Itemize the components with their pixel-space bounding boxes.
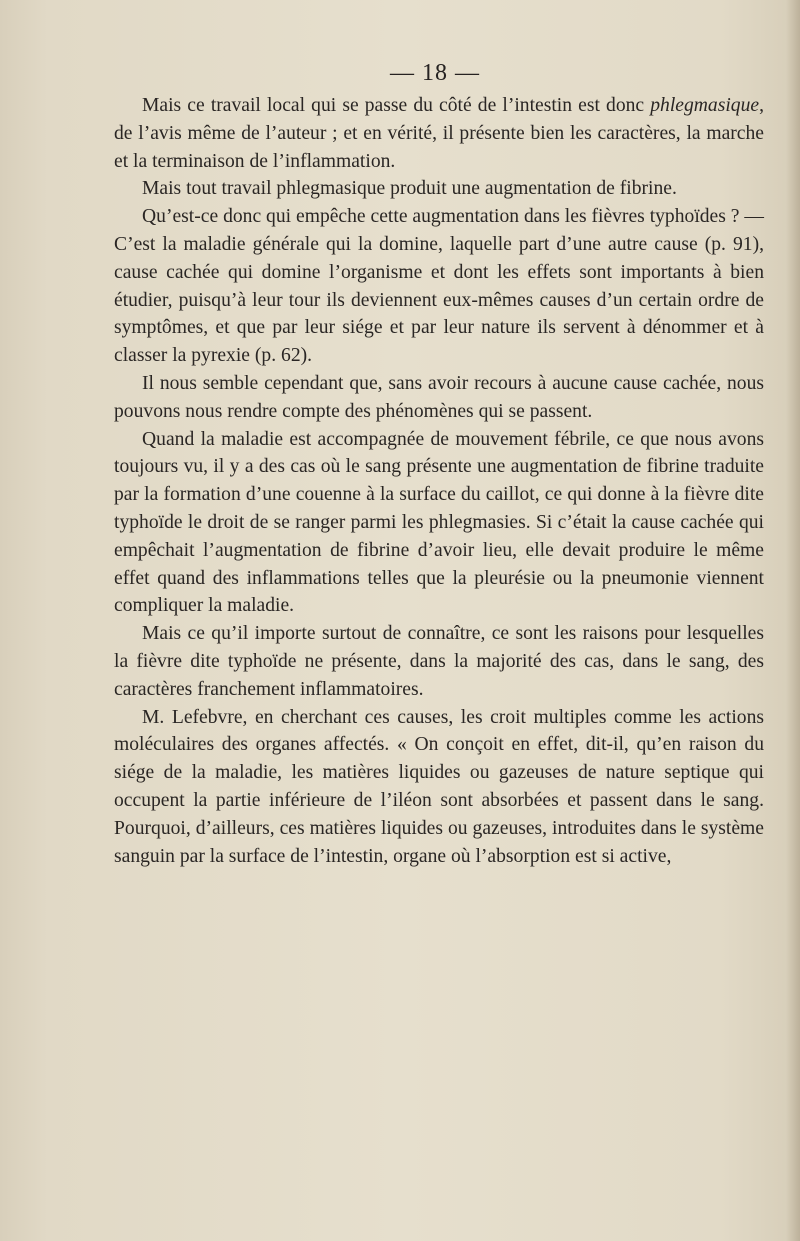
body-text xyxy=(114,92,764,870)
paragraph-1 xyxy=(114,92,764,175)
paragraph-1-text-start: Mais ce travail local qui se passe du côté de l’intestin est donc xyxy=(142,95,651,116)
page-number: — 18 — xyxy=(390,60,480,86)
paragraph-1-text-end: , de l’avis même de l’auteur ; et en vérité, il présente bien les caractères, la marche et la terminaison de l’inflammation. xyxy=(114,95,764,172)
paragraph-5: Quand la maladie est accompagnée de mouvement fébrile, ce que nous avons toujours vu, il y a des cas où le sang présente une augmentation de fibrine traduite par la formation d’une couenne à la surface du caillot, ce qui donne à la fièvre dite typhoïde le droit de se ranger parmi les phlegmasies. Si c’était la cause cachée qui empêchait l’augmentation de fibrine d’avoir lieu, elle devait produire le même effet quand des inflammations telles que la pleurésie ou la pneumonie viennent compliquer la maladie. xyxy=(114,428,764,617)
paragraph-6: Mais ce qu’il importe surtout de connaître, ce sont les raisons pour lesquelles la fièvre dite typhoïde ne présente, dans la majorité des cas, dans le sang, des caractères franchement inflammatoires. xyxy=(114,623,764,700)
paragraph-1-italic: phlegmasique xyxy=(650,95,760,116)
paragraph-3: Qu’est-ce donc qui empêche cette augmentation dans les fièvres typhoïdes ? — C’est la maladie générale qui la domine, laquelle part d’une autre cause (p. 91), cause cachée qui domine l’organisme et dont les effets sont importants à bien étudier, puisqu’à leur tour ils deviennent eux-mêmes causes d’un certain ordre de symptômes, et que par leur siége et par leur nature ils servent à dénommer et à classer la pyrexie (p. 62). xyxy=(114,206,764,367)
paragraph-7: M. Lefebvre, en cherchant ces causes, les croit multiples comme les actions moléculaires des organes affectés. « On conçoit en effet, dit-il, qu’en raison du siége de la maladie, les matières liquides ou gazeuses de nature septique qui occupent la partie inférieure de l’iléon sont absorbées et passent dans le sang. Pourquoi, d’ailleurs, ces matières liquides ou gazeuses, introduites dans le système sanguin par la surface de l’intestin, organe où l’absorption est si active, xyxy=(114,706,764,867)
paragraph-2: Mais tout travail phlegmasique produit une augmentation de fibrine. xyxy=(142,178,677,200)
page-edge-shadow xyxy=(786,0,800,1241)
paragraph-4: Il nous semble cependant que, sans avoir recours à aucune cause cachée, nous pouvons nous rendre compte des phénomènes qui se passent. xyxy=(114,372,764,422)
